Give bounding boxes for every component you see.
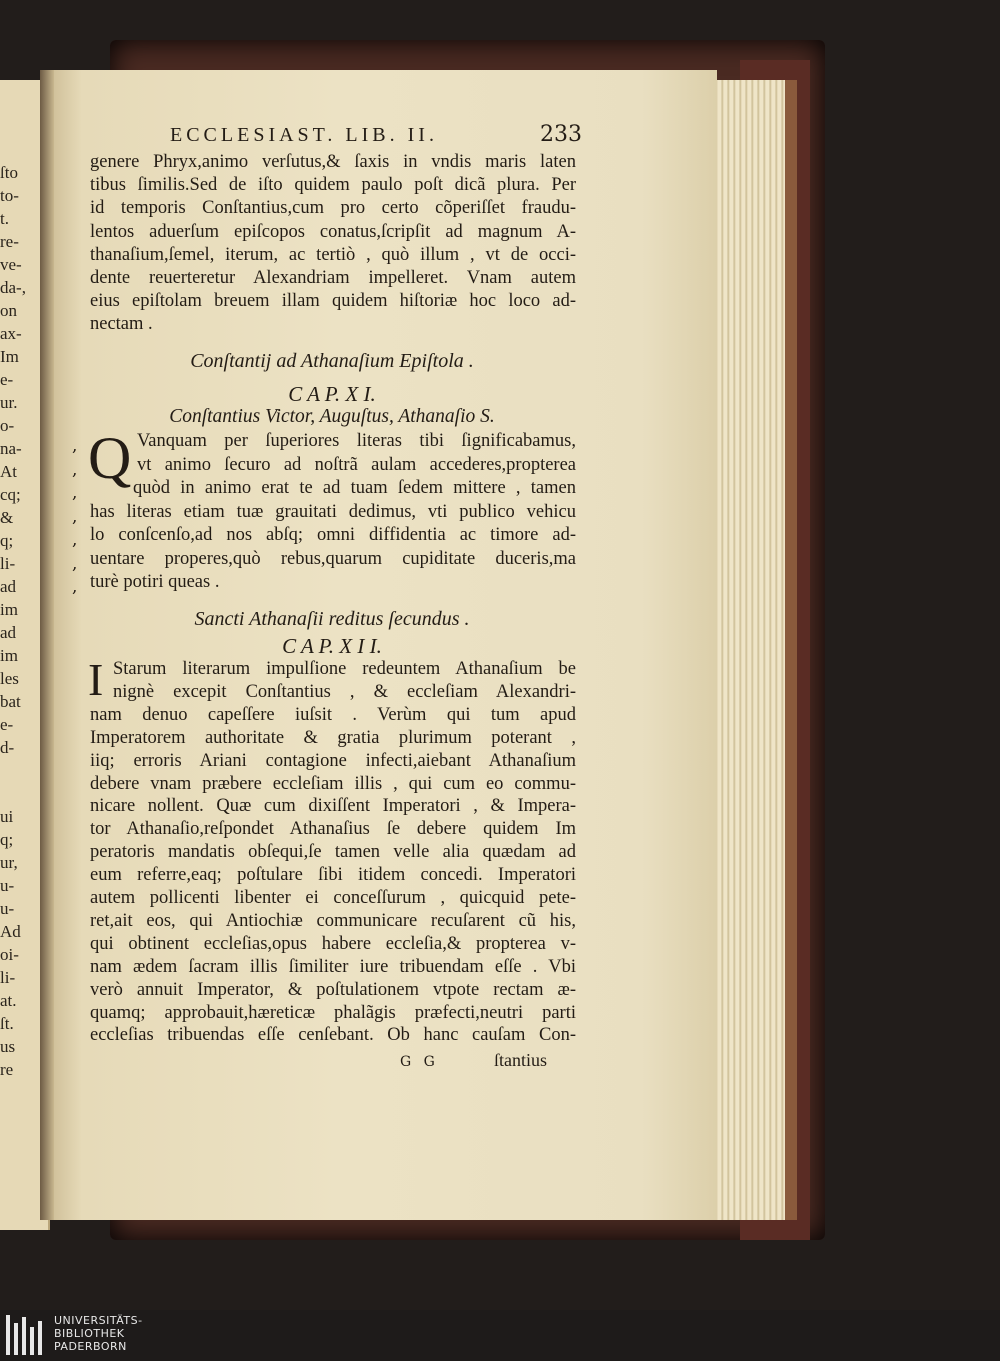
left-fragment: li- (0, 968, 16, 987)
text-line: nectam . (90, 314, 153, 335)
left-fragment: q; (0, 830, 14, 849)
left-fragment: ax- (0, 324, 22, 343)
left-fragment: re- (0, 232, 19, 251)
salutation: Conſtantius Victor, Auguſtus, Athanaſio S. (169, 406, 495, 427)
left-fragment: ſt. (0, 1014, 14, 1033)
quote-mark: , (72, 530, 78, 550)
left-fragment: e- (0, 370, 14, 389)
running-title: ECCLESIAST. LIB. II. (170, 124, 438, 146)
left-fragment: o- (0, 416, 15, 435)
gutter (40, 70, 54, 1220)
text-line: quamq; approbauit,hæreticæ phalãgis præfecti,neutri parti (90, 1002, 576, 1023)
text-line: genere Phryx,animo verſutus,& ſaxis in vndis maris laten (90, 152, 576, 172)
text-line: Starum literarum impulſione redeuntem Athanaſium be (113, 659, 576, 679)
text-line: eius epiſtolam breuem illam quidem hiſtoriæ hoc loco ad- (90, 291, 576, 312)
page-number: 233 (540, 122, 582, 147)
library-line-2: BIBLIOTHEK (54, 1327, 125, 1340)
text-line: ret,ait eos, qui Antiochiæ communicare recuſarent cũ his, (90, 910, 576, 931)
left-fragment: d- (0, 738, 15, 757)
signature-mark: G G (400, 1054, 439, 1070)
left-fragment: to- (0, 186, 19, 205)
library-logo-icon (4, 1313, 46, 1358)
quote-mark: , (72, 483, 78, 503)
left-fragment: oi- (0, 945, 19, 964)
left-fragment: ad (0, 577, 17, 596)
left-fragment: us (0, 1037, 16, 1056)
text-line: tor Athanaſio,reſpondet Athanaſius ſe debere quidem Im (90, 819, 576, 840)
left-fragment: les (0, 669, 19, 688)
text-line: vt animo ſecuro ad noſtrã aulam accederes,propterea (137, 454, 576, 475)
epistle-title: Conſtantij ad Athanaſium Epiſtola . (190, 350, 474, 372)
text-line: iiq; erroris Ariani contagione infecti,aiebant Athanaſium (90, 750, 576, 771)
left-fragment: ad (0, 623, 17, 642)
drop-cap-i: I (88, 654, 104, 705)
text-line: qui obtinent eccleſias,opus habere eccleſia,& propterea v- (90, 933, 576, 954)
text-line: nicare nollent. Quæ cum dixiſſent Imperatori , & Impera- (90, 796, 576, 817)
reditus-title: Sancti Athanaſii reditus ſecundus . (194, 608, 470, 630)
text-line: id temporis Conſtantius,cum pro certo cõperiſſet fraudu- (90, 198, 576, 219)
drop-cap-q: Q (88, 425, 132, 491)
chapter-heading-11: C A P. X I. (288, 382, 376, 406)
left-fragment: na- (0, 439, 22, 458)
left-fragment: q; (0, 531, 14, 550)
text-line: lo conſcenſo,ad nos abſq; omni diffidentia ac timore ad- (90, 525, 576, 545)
left-fragment: on (0, 301, 17, 320)
text-line: dente reuerteretur Alexandriam impelleret. Vnam autem (90, 268, 576, 288)
left-fragment: re (0, 1060, 14, 1079)
left-fragment: im (0, 646, 18, 665)
chapter-heading-12: C A P. X I I. (282, 634, 382, 658)
left-fragment: ur. (0, 393, 18, 412)
text-line: peratoris mandatis obſequi,ſe tamen velle alia quædam ad (90, 842, 576, 863)
left-fragment: ſto (0, 163, 18, 182)
text-line: Imperatorem authoritate & gratia plurimum poterant , (90, 727, 576, 748)
text-line: eum referre,eaq; poſtulare ſibi itidem concedi. Imperatori (90, 865, 576, 886)
text-line: turè potiri queas . (90, 572, 220, 592)
left-fragment: u- (0, 876, 15, 895)
left-fragment: & (0, 508, 14, 527)
left-fragment: ur, (0, 853, 18, 872)
text-line: nam denuo capeſſere iuſsit . Verùm qui tum apud (90, 704, 576, 725)
footer-bar (0, 1310, 1000, 1361)
left-fragment: t. (0, 209, 9, 228)
library-line-1: UNIVERSITÄTS- (54, 1314, 143, 1327)
left-fragment: e- (0, 715, 14, 734)
left-fragment: Ad (0, 922, 21, 941)
left-fragment: u- (0, 899, 15, 918)
quote-mark: , (72, 506, 78, 527)
left-fragment: im (0, 600, 18, 619)
page-edges (712, 80, 797, 1220)
library-line-3: PADERBORN (54, 1340, 127, 1353)
left-fragment: ui (0, 807, 14, 826)
text-line: has literas etiam tuæ grauitati dedimus, vti publico vehicu (90, 501, 576, 522)
text-line: verò annuit Imperator, & poſtulationem vtpote rectam æ- (90, 979, 576, 1000)
quote-mark: , (72, 553, 78, 574)
quote-mark: , (72, 436, 78, 456)
text-line: lentos aduerſum epiſcopos conatus,ſcripſit ad magnum A- (90, 221, 576, 242)
text-line: uentare properes,quò rebus,quarum cupiditate duceris,ma (90, 548, 576, 569)
text-line: nam ædem ſacram illis ſimiliter iure tribuendam eſſe . Vbi (90, 956, 576, 977)
left-fragment: At (0, 462, 17, 481)
left-fragment: at. (0, 991, 17, 1010)
library-name (54, 1314, 143, 1353)
left-fragment: li- (0, 554, 16, 573)
text-line: eccleſias tribuendas eſſe cenſebant. Ob hanc cauſam Con- (90, 1025, 576, 1046)
text-line: debere vnam præbere eccleſiam illis , qui cum eo commu- (90, 773, 576, 794)
quote-mark: , (72, 577, 78, 597)
left-fragment: bat (0, 692, 21, 711)
left-fragment: ve- (0, 255, 22, 274)
text-line: thanaſium,ſemel, iterum, ac tertiò , quò illum , vt de occi- (90, 244, 576, 265)
quote-mark: , (72, 459, 78, 480)
text-line: Vanquam per ſuperiores literas tibi ſignificabamus, (137, 431, 576, 451)
text-line: nignè excepit Conſtantius , & eccleſiam Alexandri- (113, 681, 576, 702)
left-fragment: Im (0, 347, 19, 366)
left-fragment: cq; (0, 485, 21, 504)
text-line: autem pollicenti libenter ei conceſſurum , quicquid pete- (90, 888, 576, 908)
text-line: quòd in animo erat te ad tuam ſedem mittere , tamen (133, 478, 576, 498)
catchword: ſtantius (494, 1050, 547, 1070)
left-fragment: da-, (0, 278, 26, 297)
text-line: tibus ſimilis.Sed de iſto quidem paulo poſt dicã plura. Per (90, 175, 576, 196)
